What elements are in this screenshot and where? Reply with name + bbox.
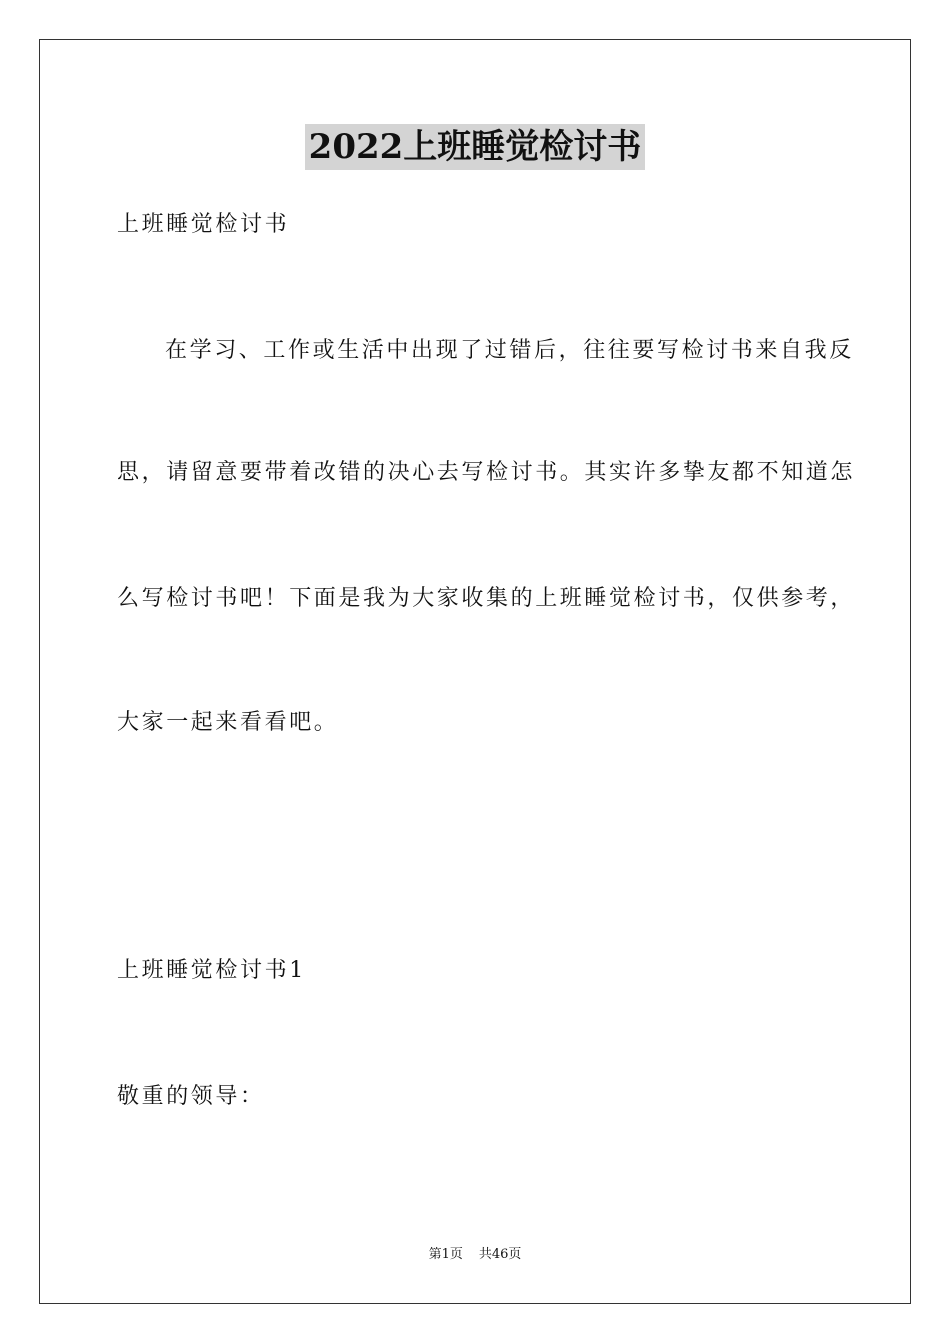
page-footer bbox=[0, 1246, 950, 1264]
salutation: 敬重的领导： bbox=[117, 1084, 265, 1109]
page-number: 第1页 bbox=[428, 1247, 463, 1262]
document-title: 2022上班睡觉检讨书 bbox=[305, 124, 646, 170]
intro-line-2: 思，请留意要带着改错的决心去写检讨书。其实许多挚友都不知道怎 bbox=[117, 460, 856, 485]
intro-line-4: 大家一起来看看吧。 bbox=[117, 710, 339, 735]
intro-line-1: 在学习、工作或生活中出现了过错后，往往要写检讨书来自我反 bbox=[165, 338, 854, 363]
title-area bbox=[0, 124, 950, 170]
page-total: 共46页 bbox=[478, 1247, 522, 1262]
document-subtitle: 上班睡觉检讨书 bbox=[117, 212, 290, 237]
intro-line-3: 么写检讨书吧！下面是我为大家收集的上班睡觉检讨书，仅供参考， bbox=[117, 586, 856, 611]
section-heading: 上班睡觉检讨书1 bbox=[117, 958, 306, 983]
